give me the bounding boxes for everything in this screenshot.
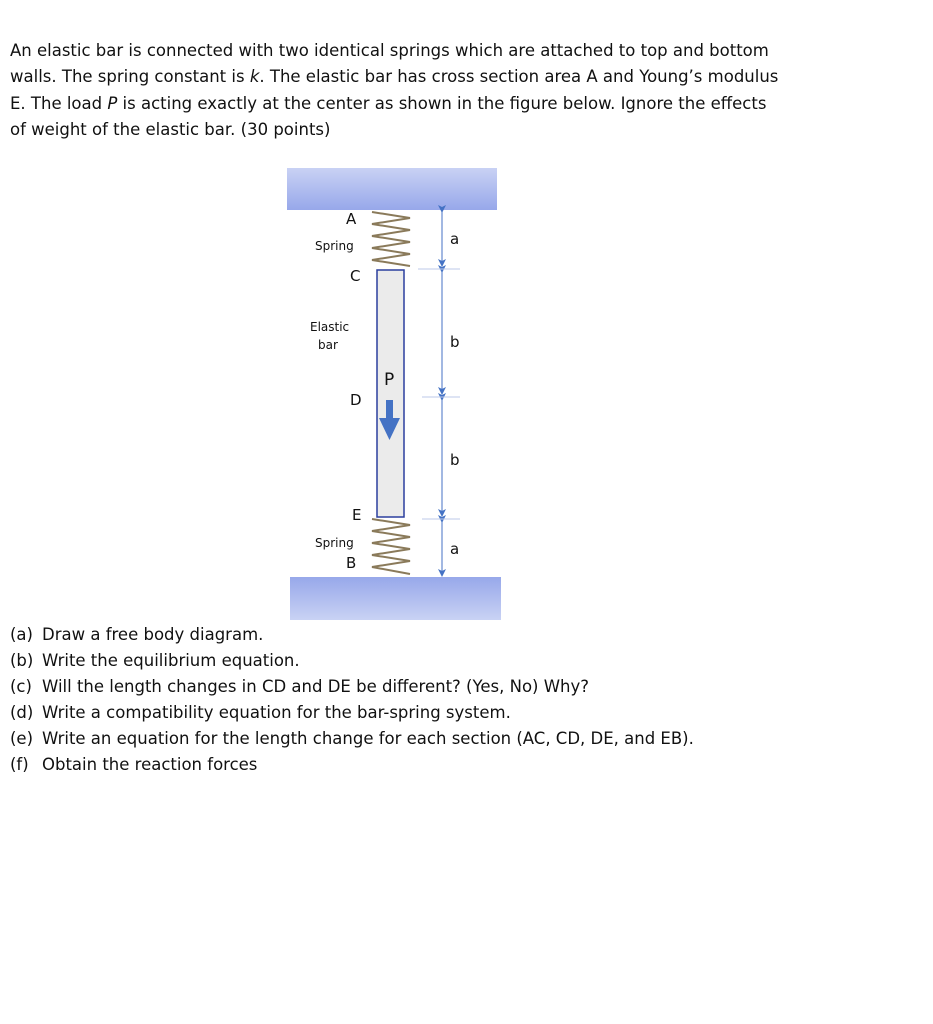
question-label: (a) — [10, 625, 33, 644]
label-p-load: P — [384, 370, 395, 390]
question-text: Obtain the reaction forces — [42, 755, 258, 774]
top-wall — [287, 168, 497, 210]
question-a — [10, 622, 694, 648]
bottom-wall — [290, 577, 501, 620]
label-spring-bottom: Spring — [315, 536, 354, 550]
symbol-p: P — [107, 93, 118, 113]
intro-line-4: of weight of the elastic bar. (30 points) — [10, 119, 331, 139]
label-bar: bar — [318, 338, 338, 352]
label-b-point: B — [346, 554, 357, 572]
intro-text: . The elastic bar has cross section area A and Young’s modulus — [259, 67, 779, 87]
label-a-point: A — [346, 210, 357, 228]
dim-b-upper: b — [450, 333, 460, 351]
question-text: Will the length changes in CD and DE be different? (Yes, No) Why? — [42, 677, 590, 696]
question-text: Write a compatibility equation for the bar-spring system. — [42, 703, 511, 722]
elastic-bar — [377, 270, 404, 517]
dimension-lines — [418, 212, 460, 576]
intro-text: is acting exactly at the center as shown in the figure below. Ignore the effects — [117, 93, 767, 113]
symbol-k: k — [249, 67, 260, 87]
label-c-point: C — [350, 267, 361, 285]
question-c — [10, 674, 694, 700]
bottom-spring — [372, 519, 410, 574]
question-list — [10, 622, 694, 778]
intro-text: E. The load — [10, 93, 108, 113]
question-text: Write an equation for the length change for each section (AC, CD, DE, and EB). — [42, 729, 694, 748]
question-label: (f) — [10, 755, 29, 774]
dim-a-top: a — [450, 230, 460, 248]
dim-a-bottom: a — [450, 540, 460, 558]
question-e — [10, 726, 694, 752]
question-label: (c) — [10, 677, 32, 696]
question-text: Draw a free body diagram. — [42, 625, 264, 644]
label-elastic: Elastic — [310, 320, 350, 334]
question-label: (b) — [10, 651, 34, 670]
question-d — [10, 700, 694, 726]
question-label: (d) — [10, 703, 34, 722]
dim-b-lower: b — [450, 451, 460, 469]
intro-line-1: An elastic bar is connected with two identical springs which are attached to top and bottom — [10, 41, 769, 60]
label-d-point: D — [350, 391, 362, 409]
question-b — [10, 648, 694, 674]
top-spring — [372, 212, 410, 266]
label-spring-top: Spring — [315, 239, 354, 253]
question-f — [10, 752, 694, 778]
label-e-point: E — [352, 506, 362, 524]
intro-text: walls. The spring constant is — [10, 67, 250, 87]
question-text: Write the equilibrium equation. — [42, 651, 300, 670]
question-label: (e) — [10, 729, 34, 748]
